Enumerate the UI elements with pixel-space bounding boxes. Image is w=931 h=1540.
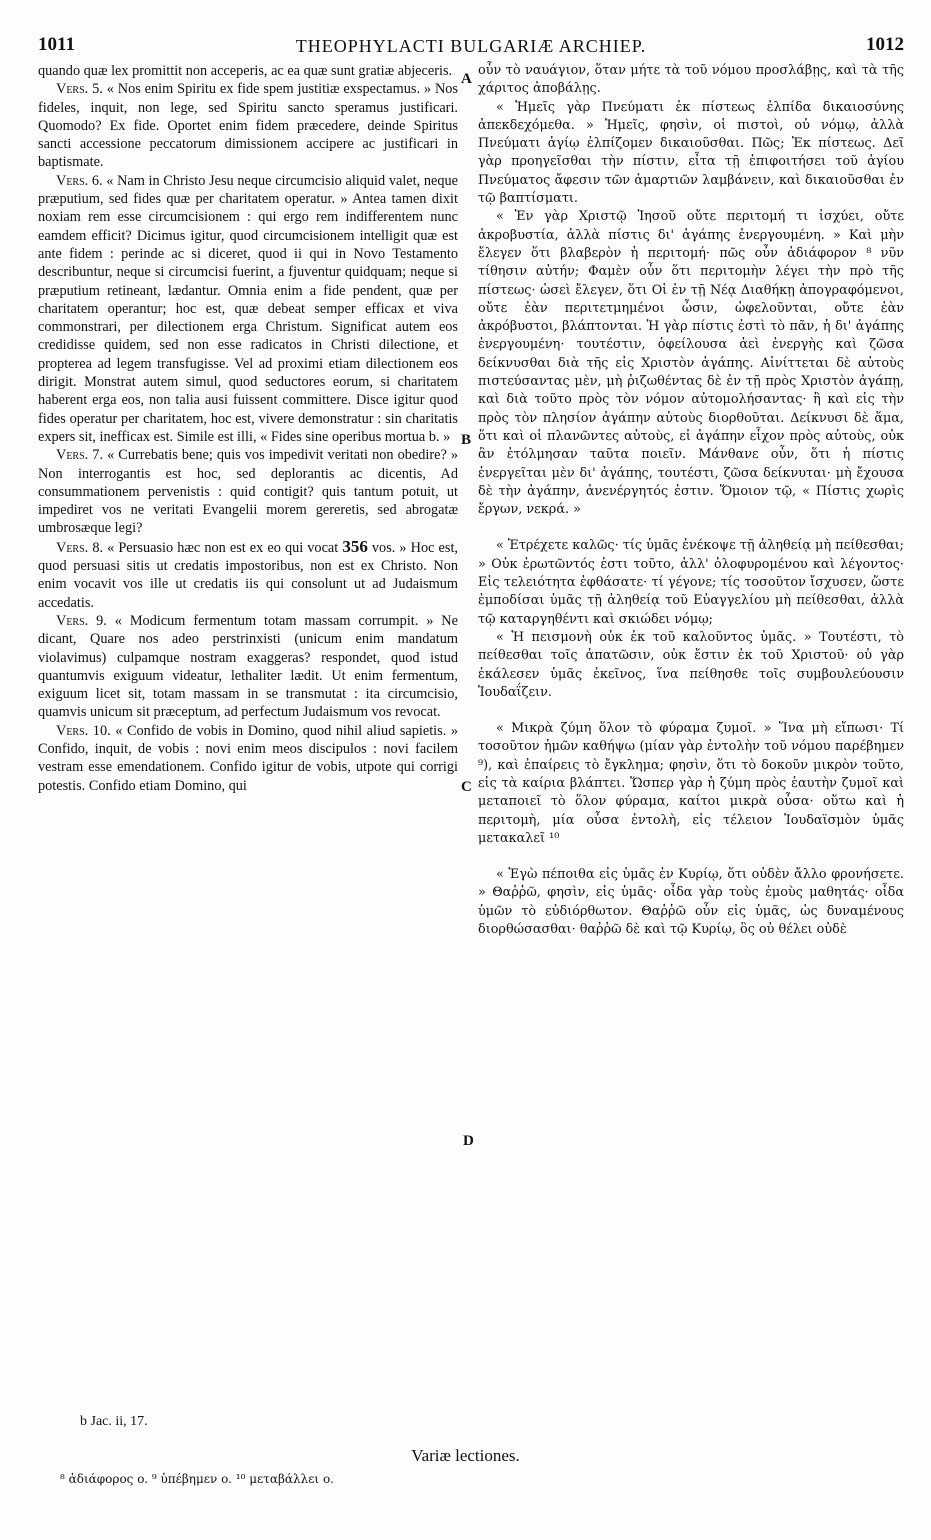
- latin-text: « Currebatis bene; quis vos impedivit veritati non obedire? » Non interrogantis est hoc, sed deplorantis ac dicentis, Ad consummationem pervenistis : quid contigit? quis tantum potuit, ut impediret vos ne veritati Evangelii morem gereretis, sed abrogatæ umbrosæque legi?: [38, 447, 458, 537]
- margin-marker-a: A: [461, 71, 472, 87]
- greek-paragraph-2: « Ἡμεῖς γὰρ Πνεύματι ἐκ πίστεως ἐλπίδα δικαιοσύνης ἀπεκδεχόμεθα. » Ἡμεῖς, φησὶν, οἱ πιστοὶ, οὐ νόμῳ, ἀλλὰ Πνεύματι ἁγίῳ ἐλπίζομεν δικαιοῦσθαι. Πῶς; Ἐκ πίστεως. Δεῖ γὰρ προηγεῖσθαι τὴν πίστιν, εἶτα τῇ ἐπιφοιτήσει τοῦ ἁγίου Πνεύματος ἄφεσιν τῶν ἁμαρτιῶν λαμβάνειν, καὶ δικαιοῦσθαι ἐν τῷ βαπτίσματι.: [478, 99, 904, 207]
- greek-paragraph-3: « Ἐν γὰρ Χριστῷ Ἰησοῦ οὔτε περιτομή τι ἰσχύει, οὔτε ἀκροβυστία, ἀλλὰ πίστις δι' ἀγάπης ἐνεργουμένη. » Καὶ μὴν ἔλεγεν ὅτι βλαβερὸν ἡ περιτομή· πῶς οὖν ἀδιάφορον ⁸ νῦν τίθησιν αὐτήν; Φαμὲν οὖν ὅτι περιτομὴν λέγει τὴν πρὸ τῆς πίστεως· ὡσεὶ ἔλεγεν, ὅτι Οἱ ἐν τῇ Νέᾳ Διαθήκῃ ἀπογραφόμενοι, οὔτε ἐὰν περιτετμημένοι ὦσιν, ὠφελοῦνται, οὔτε ἐὰν ἀκρόβυστοι, βλάπτονται. Ἡ γὰρ πίστις ἐστὶ τὸ πᾶν, ἡ δι' ἀγάπης ἐνεργουμένη· τουτέστιν, ὀφείλουσα ἀεὶ ἐνεργὴς καὶ ζῶσα δείκνυσθαι διὰ τῆς εἰς Χριστὸν ἀγάπης. Αἰνίττεται δὲ αὐτοὺς πιστεύσαντας μὲν, μὴ ῥιζωθέντας δὲ ἐν τῇ πρὸς Χριστὸν ἀγάπῃ, καὶ διὰ τοῦτο πρὸς τὸν νόμον αὐτομολήσαντας· ἢ καὶ εἰς τὴν πρὸς τὸν πλησίον ἀγάπην αὐτοὺς διορθοῦται. Δείκνυσι δὲ ἅμα, ὅτι καὶ οἱ πλανῶντες αὐτοὺς, εἰ ἀγάπην εἶχον πρὸς αὐτοὺς, οὐκ ἂν ἐτόλμησαν ταῦτα ποιεῖν. Μάνθανε οὖν, ὅτι ἡ πίστις ἐνεργεῖται μὲν δι' ἀγάπης, τουτέστι, ζῶσα δείκνυται· μὴ ἔχουσα δὲ τὴν ἀγάπην, ἀνενέργητός ἐστιν. Ὅμοιον τῷ, « Πίστις χωρὶς ἔργων, νεκρά. »: [478, 209, 904, 518]
- greek-paragraph-1: οὖν τὸ ναυάγιον, ὅταν μήτε τὰ τοῦ νόμου προσλάβῃς, καὶ τὰ τῆς χάριτος ἀποβάλῃς.: [478, 63, 904, 97]
- page-header: [38, 34, 904, 60]
- margin-marker-b: B: [461, 432, 472, 448]
- latin-column: [38, 62, 458, 795]
- latin-text: vos. » Hoc est, quod persuasi sitis ut credatis impostoribus, non est ex Christo. Non enim vocavit vos ille ut credatis iis qui consolunt ut ad Judaismum accedatis.: [38, 539, 458, 611]
- page-number-left: 1011: [38, 34, 75, 55]
- running-title: THEOPHYLACTI BULGARIÆ ARCHIEP.: [295, 36, 647, 56]
- verse-label: Vers. 7.: [56, 447, 104, 464]
- latin-text: « Confido de vobis in Domino, quod nihil aliud sapietis. » Confido, inquit, de vobis : novi enim meos discipulos : novi facilem vestram esse emendationem. Confido igitur de vobis, utpote qui corrigi potestis. Confido etiam Domino, qui: [38, 722, 458, 794]
- latin-text: « Modicum fermentum totam massam corrumpit. » Ne dicant, Quare nos adeo perstrinxisti (unicum enim mandatum violavimus) culpamque nostram exaggeras? respondet, quod istud quantumvis exiguum videatur, lethaliter lædit. Ut enim fermentum, exiguum licet sit, totam massam in se transmutat : ita circumcisio, quamvis unicum sit præceptum, ad perfectum Judaismum vos revocat.: [38, 612, 458, 721]
- latin-paragraph-4: [38, 446, 458, 537]
- verse-label: Vers. 9.: [56, 612, 107, 629]
- margin-marker-d: D: [463, 1133, 474, 1149]
- verse-label: Vers. 10.: [56, 722, 111, 739]
- latin-text: « Nos enim Spiritu ex fide spem justitiæ exspectamus. » Nos fideles, inquit, non lege, sed Spiritu sancto speramus justificari. Quomodo? Ex fide. Oportet enim fidem præcedere, deinde Spiritus sancti accessione peccatorum dimissionem accipere ac justificari in baptismate.: [38, 81, 458, 171]
- verse-label: Vers. 8.: [56, 539, 104, 556]
- greek-paragraph-7: « Ἐγὼ πέποιθα εἰς ὑμᾶς ἐν Κυρίῳ, ὅτι οὐδὲν ἄλλο φρονήσετε. » Θαῤῥῶ, φησὶν, εἰς ὑμᾶς· οἶδα γὰρ τοὺς ἐμοὺς μαθητάς· οἶδα ὑμῶν τὸ εὐδιόρθωτον. Θαῤῥῶ οὖν εἰς ὑμᾶς, ὡς δυναμένους διορθώσασθαι· θαῤῥῶ δὲ καὶ τῷ Κυρίῳ, ὃς οὐ θέλει οὐδὲ: [478, 867, 904, 938]
- page-number-right: 1012: [866, 34, 904, 55]
- verse-label: Vers. 6.: [56, 172, 103, 189]
- variae-lectiones-notes: ⁸ ἀδιάφορος o. ⁹ ὑπέβημεν o. ¹⁰ μεταβάλλει o.: [60, 1472, 334, 1486]
- greek-paragraph-6: « Μικρὰ ζύμη ὅλον τὸ φύραμα ζυμοῖ. » Ἵνα μὴ εἴπωσι· Τί τοσοῦτον ἡμῶν καθήψω (μίαν γὰρ ἐντολὴν τοῦ νόμου παρέβημεν ⁹), καὶ ἐπαίρεις τὸ ἔγκλημα; φησὶν, ὅτι τὸ δοκοῦν μικρὸν τοῦτο, εἰς τὰ καίρια βλάπτει. Ὥσπερ γὰρ ἡ ζύμη πρὸς ἑαυτὴν ζυμοῖ καὶ μεταποιεῖ τὸ ὅλον φύραμα, καίτοι μικρὰ οὖσα· οὕτω καὶ ἡ περιτομὴ, μία οὖσα ἐντολὴ, εἰς τέλειον Ἰουδαϊσμὸν ὑμᾶς μετακαλεῖ ¹⁰: [478, 721, 904, 846]
- latin-paragraph-1: quando quæ lex promittit non acceperis, ac ea quæ sunt gratiæ abjeceris.: [38, 63, 453, 79]
- column-number: 356: [342, 536, 368, 556]
- footnote: b Jac. ii, 17.: [80, 1414, 148, 1429]
- latin-text: « Nam in Christo Jesu neque circumcisio aliquid valet, neque præputium, sed fides quæ per charitatem operatur. » Antea tamen dixit noxiam rem esse circumcisionem : qui ergo rem indifferentem nunc eamdem efficit? Dicimus igitur, quod circumcisionem intelligit quæ est ante fidem : perinde ac si diceret, quod ii qui in Novo Testamento describuntur, neque si circumcisi fuerint, a fjuventur quidquam; neque si præputium retineant, lædantur. Omnia enim a fide pendent, quæ per charitatem operantur; hoc est, quæ debeat semper efficax et viva commonstrari, per dilectionem erga Christum. Significat autem eos credidisse quidem, sed non esse radicatos in Christi dilectione, et propterea ad legem transfugisse. Vel ad proximi etiam dilectionem eos dirigit. Monstrat autem simul, quod seductores eorum, si charitatem haberent erga eos, non talia ausi fuissent committere. Disce igitur quod fides operatur per charitatem, hoc est, vivere demonstratur : sin charitatis expers sit, inefficax est. Simile est illi, « Fides sine operibus mortua b. »: [38, 172, 458, 445]
- greek-paragraph-5: « Ἡ πεισμονὴ οὐκ ἐκ τοῦ καλοῦντος ὑμᾶς. » Τουτέστι, τὸ πείθεσθαι τοῖς ἀπατῶσιν, οὐκ ἔστιν ἐκ τοῦ Χριστοῦ· οὐ γὰρ ἐκάλεσεν ὑμᾶς ἐκεῖνος, ἵνα πείθησθε τοῖς συμβουλεύουσιν Ἰουδαΐζειν.: [478, 629, 904, 700]
- variae-lectiones-title: Variæ lectiones.: [411, 1446, 520, 1465]
- greek-paragraph-4: « Ἐτρέχετε καλῶς· τίς ὑμᾶς ἐνέκοψε τῇ ἀληθείᾳ μὴ πείθεσθαι; » Οὐκ ἐρωτῶντός ἐστι τοῦτο, ἀλλ' ὀλοφυρομένου καὶ λέγοντος· Εἰς τελειότητα ἐφθάσατε· τί γέγονε; τίς τοσοῦτον ἴσχυσεν, ὥστε ἐμποδίσαι ὑμᾶς τῇ ἀληθείᾳ τοῦ Εὐαγγελίου μὴ πείθεσθαι, ἀλλὰ τῷ καταργηθέντι καὶ σκιώδει νόμῳ;: [478, 538, 904, 627]
- latin-paragraph-6: [38, 612, 458, 722]
- latin-paragraph-7: [38, 722, 458, 795]
- greek-column: [478, 62, 904, 939]
- latin-paragraph-5: [38, 538, 458, 612]
- verse-label: Vers. 5.: [56, 81, 103, 98]
- margin-marker-c: C: [461, 779, 472, 795]
- latin-text: « Persuasio hæc non est ex eo qui vocat: [107, 539, 339, 556]
- latin-paragraph-3: [38, 172, 458, 446]
- latin-paragraph-2: [38, 80, 458, 171]
